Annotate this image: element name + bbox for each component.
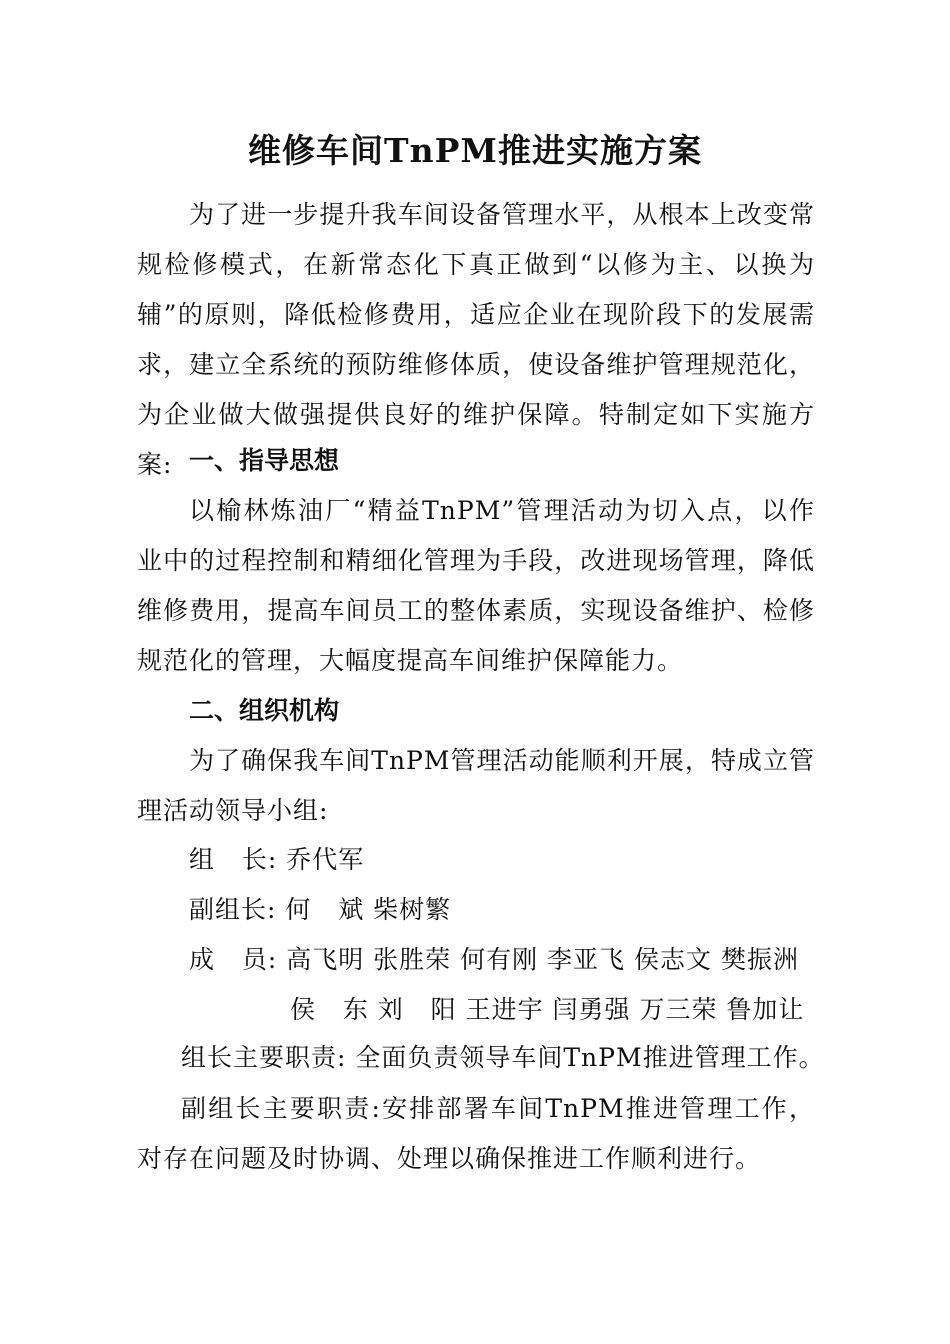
group-leader-line: 组 长: 乔代军 [189, 845, 365, 874]
members-line-2: 侯 东 刘 阳 王进宇 闫勇强 万三荣 鲁加让 [290, 995, 805, 1024]
guiding-ideology-paragraph: 以榆林炼油厂“精益TnPM”管理活动为切入点，以作业中的过程控制和精细化管理为手段，改进现场管理，降低维修费用，提高车间员工的整体素质，实现设备维护、检修规范化的管理，大幅度提高车间维护保障能力。 [137, 496, 815, 675]
intro-paragraph: 为了进一步提升我车间设备管理水平，从根本上改变常规检修模式，在新常态化下真正做到“以修为主、以换为辅”的原则，降低检修费用，适应企业在现阶段下的发展需求，建立全系统的预防维修体质，使设备维护管理规范化，为企业做大做强提供良好的维护保障。特制定如下实施方案: [137, 200, 815, 479]
document-title: 维修车间TnPM推进实施方案 [248, 131, 702, 170]
section-heading-organization: 二、组织机构 [189, 696, 340, 725]
deputy-duty-paragraph: 副组长主要职责:安排部署车间TnPM推进管理工作，对存在问题及时协调、处理以确保推进工作顺利进行。 [137, 1094, 815, 1173]
deputy-leader-line: 副组长: 何 斌 柴树繁 [189, 895, 452, 924]
organization-paragraph: 为了确保我车间TnPM管理活动能顺利开展，特成立管理活动领导小组: [137, 746, 815, 825]
leader-duty-line: 组长主要职责: 全面负责领导车间TnPM推进管理工作。 [181, 1043, 825, 1072]
section-heading-guiding-ideology: 一、指导思想 [189, 446, 340, 475]
members-line-1: 成 员: 高飞明 张胜荣 何有刚 李亚飞 侯志文 樊振洲 [189, 945, 799, 974]
